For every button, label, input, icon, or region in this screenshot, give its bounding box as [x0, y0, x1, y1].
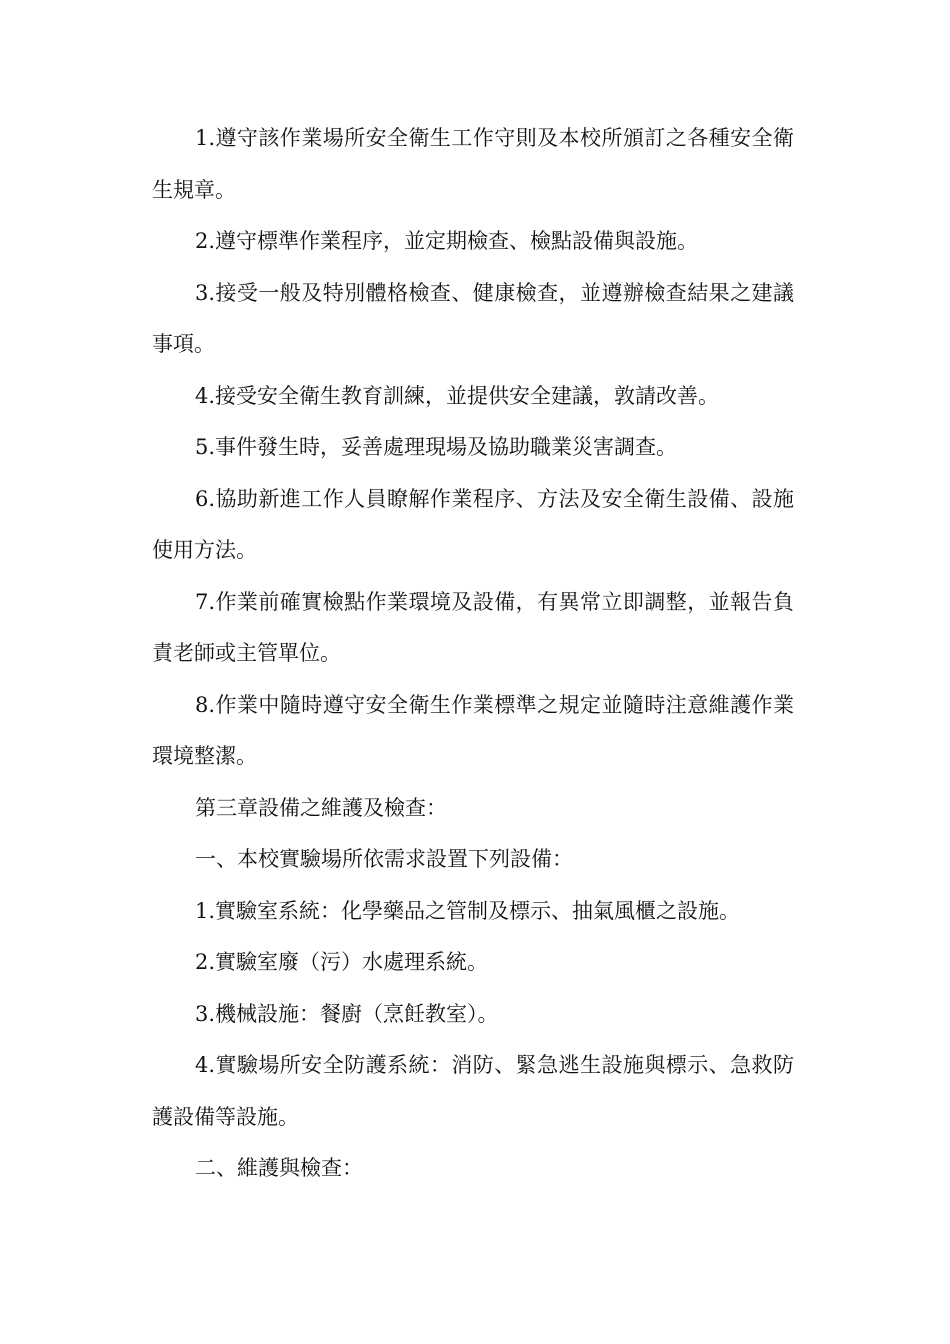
- equipment-item-4: 4.實驗場所安全防護系統：消防、緊急逃生設施與標示、急救防護設備等設施。: [152, 1053, 794, 1129]
- paragraph-rule-4: 4.接受安全衛生教育訓練，並提供安全建議，敦請改善。: [195, 383, 720, 408]
- paragraph-rule-7: 7.作業前確實檢點作業環境及設備，有異常立即調整，並報告負責老師或主管單位。: [152, 589, 794, 665]
- paragraph-rule-8: 8.作業中隨時遵守安全衛生作業標準之規定並隨時注意維護作業環境整潔。: [152, 692, 794, 768]
- paragraph-rule-1: 1.遵守該作業場所安全衛生工作守則及本校所頒訂之各種安全衛生規章。: [152, 126, 794, 202]
- paragraph-rule-6: 6.協助新進工作人員瞭解作業程序、方法及安全衛生設備、設施使用方法。: [152, 486, 794, 562]
- chapter-heading: 第三章設備之維護及檢查：: [195, 795, 447, 820]
- paragraph-rule-5: 5.事件發生時，妥善處理現場及協助職業災害調查。: [195, 435, 678, 459]
- paragraph-rule-3: 3.接受一般及特別體格檢查、健康檢查，並遵辦檢查結果之建議事項。: [152, 280, 794, 356]
- equipment-item-1: 1.實驗室系統：化學藥品之管制及標示、抽氣風櫃之設施。: [195, 898, 741, 923]
- paragraph-rule-2: 2.遵守標準作業程序，並定期檢查、檢點設備與設施。: [195, 229, 699, 253]
- document-body: [152, 113, 794, 1195]
- section-heading-1: 一、本校實驗場所依需求設置下列設備：: [195, 847, 573, 871]
- equipment-item-3: 3.機械設施：餐廚（烹飪教室）。: [195, 1001, 499, 1026]
- section-heading-2: 二、維護與檢查：: [195, 1156, 363, 1180]
- equipment-item-2: 2.實驗室廢（污）水處理系統。: [195, 950, 489, 974]
